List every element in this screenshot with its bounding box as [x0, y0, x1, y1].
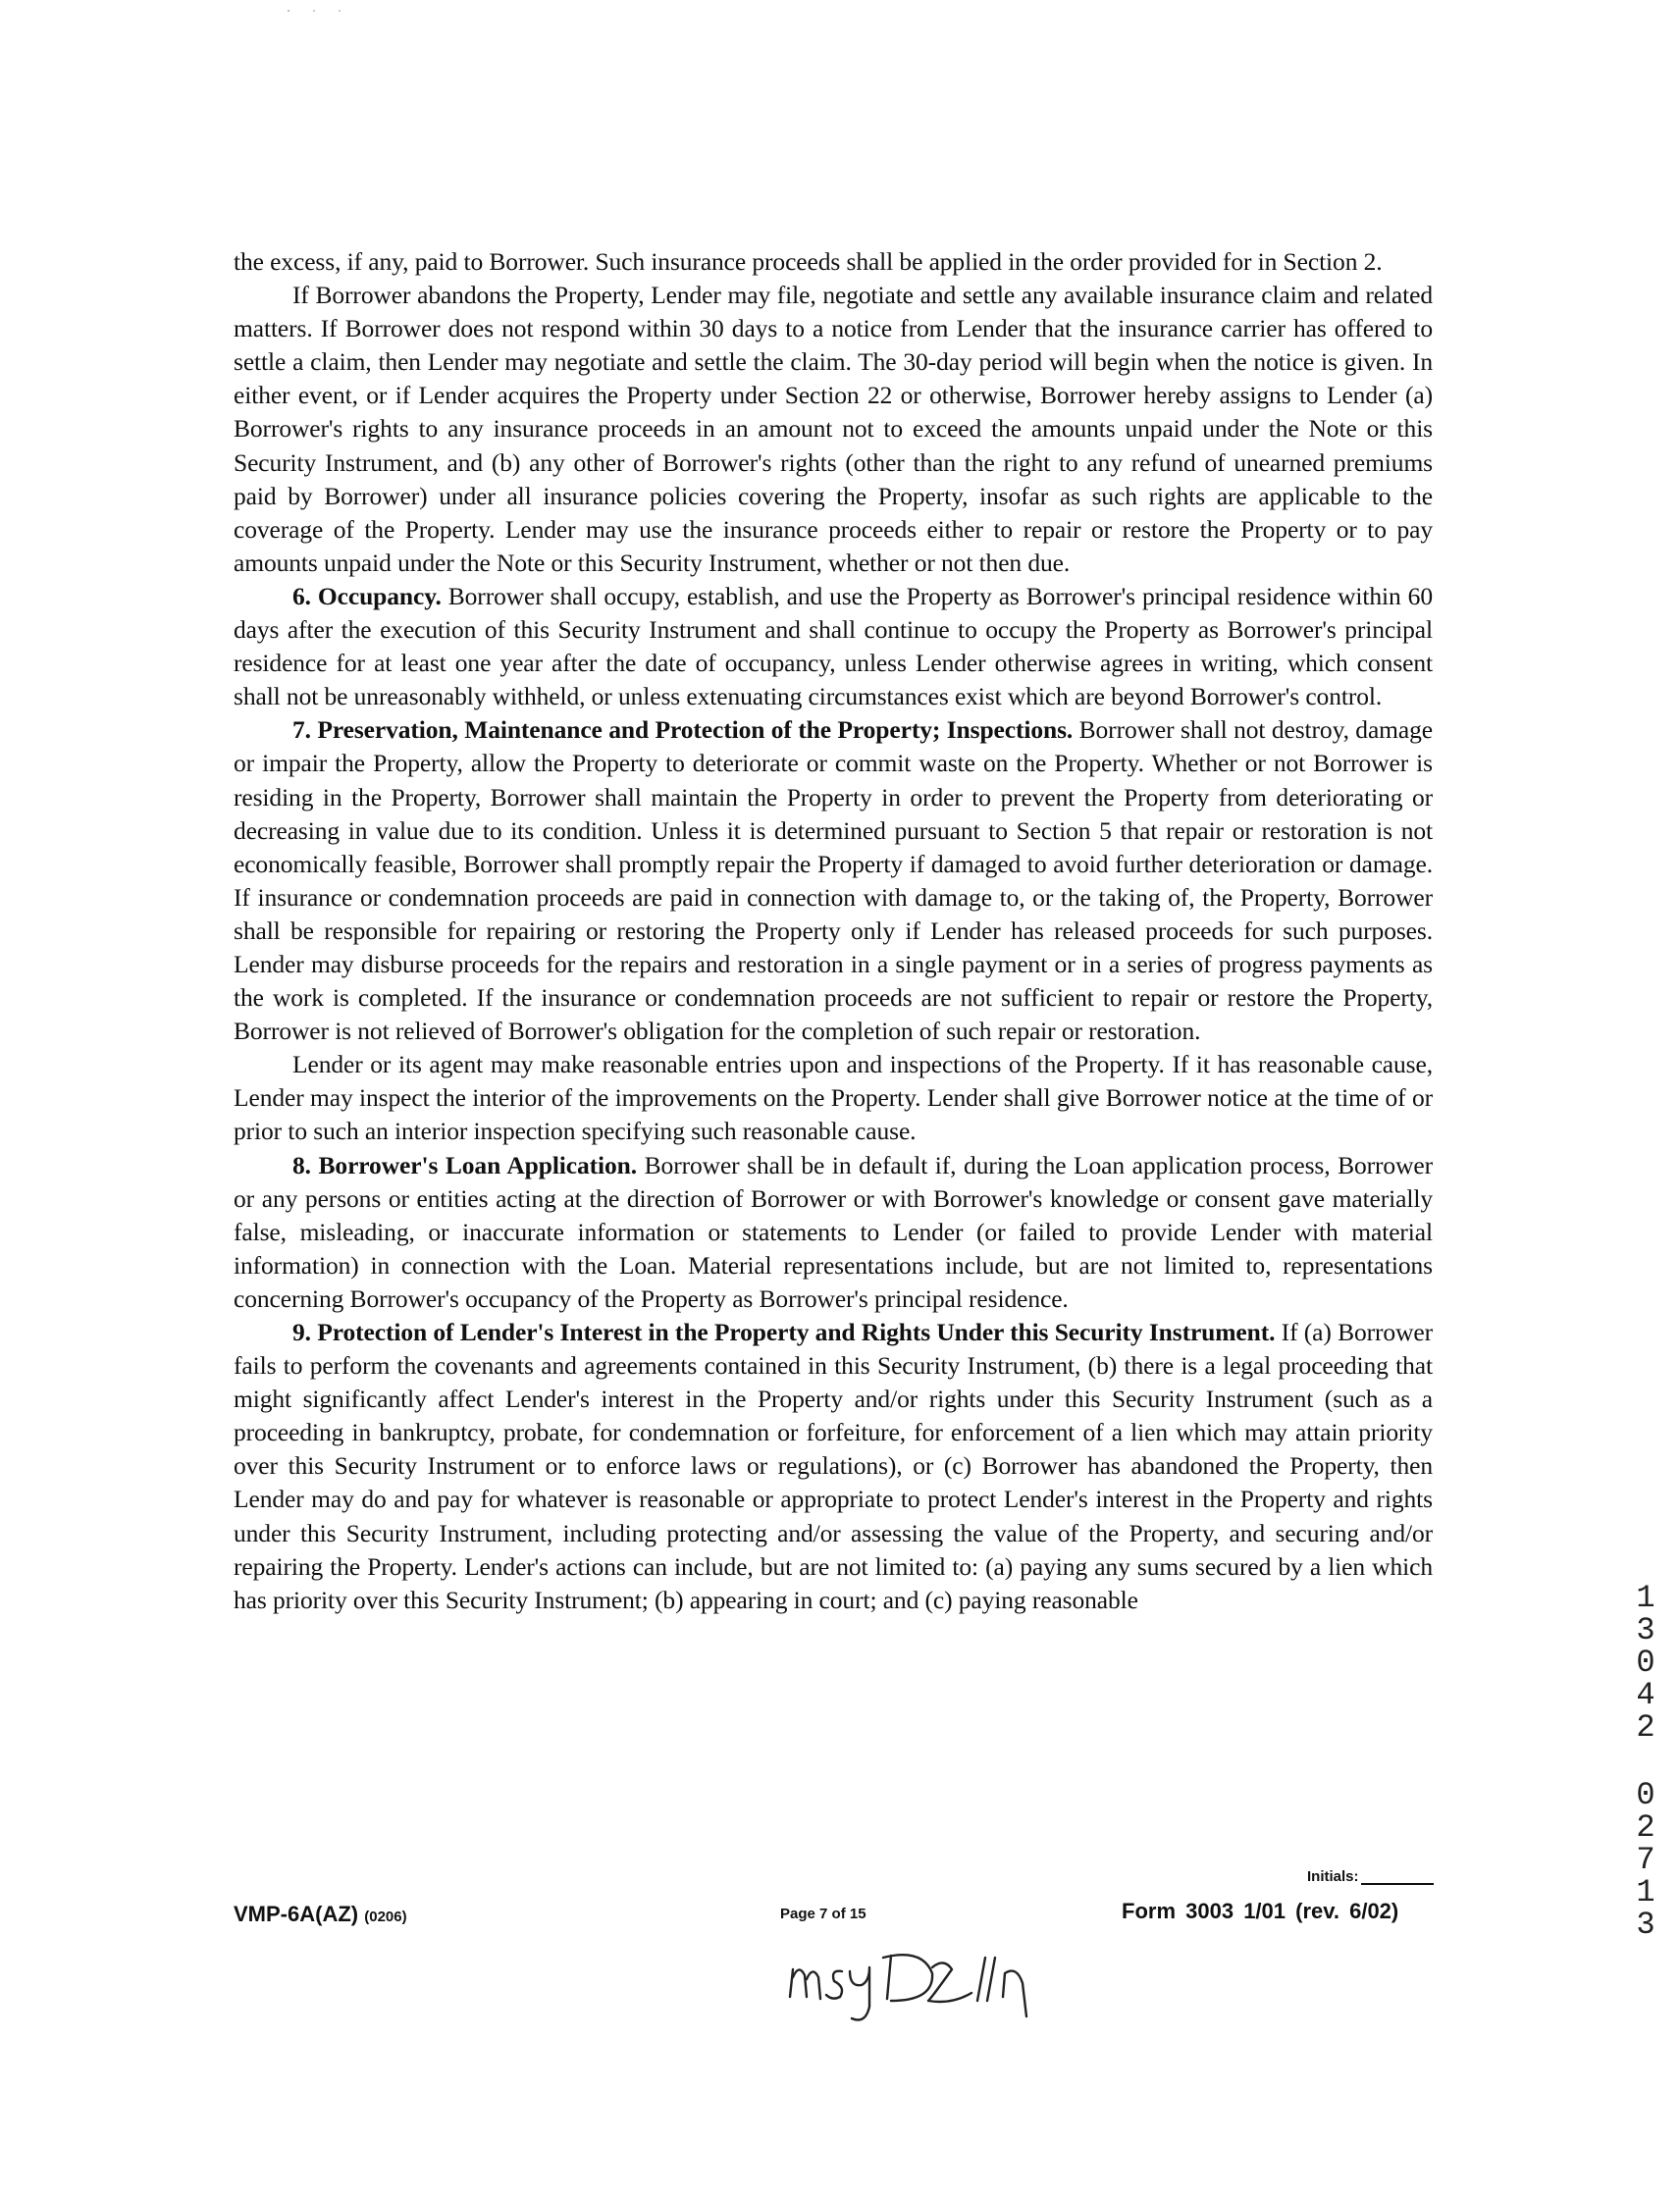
initials-line — [1361, 1883, 1434, 1885]
paragraph-text: If (a) Borrower fails to perform the covenants and agreements contained in this Security Instrument, (b) there is a legal proceeding that might significantly affect Lender's interest in the Property and/or rights under this Security Instrument (such as a proceeding in bankruptcy, probate, for condemnation or forfeiture, for enforcement of a lien which may attain priority over this Security Instrument or to enforce laws or regulations), or (c) Borrower has abandoned the Property, then Lender may do and pay for whatever is reasonable or appropriate to protect Lender's interest in the Property and rights under this Security Instrument, including protecting and/or assessing the value of the Property, and securing and/or repairing the Property. Lender's actions can include, but are not limited to: (a) paying any sums secured by a lien which has priority over this Security Instrument; (b) appearing in court; and (c) paying reasonable — [234, 1318, 1433, 1614]
recording-digit: 1 — [1636, 1874, 1655, 1910]
handwritten-initials — [785, 1928, 1119, 2036]
section-9-protection — [234, 1316, 1433, 1617]
section-8-loan-application — [234, 1149, 1433, 1316]
paragraph-text: Lender or its agent may make reasonable entries upon and inspections of the Property. If it has reasonable cause, Lender may inspect the interior of the improvements on the Property. Lender shall give Borrower notice at the time of or prior to such an interior inspection specifying such reasonable cause. — [234, 1050, 1433, 1146]
section-heading: 6. Occupancy. — [292, 581, 442, 610]
scan-artifact — [285, 8, 363, 14]
paragraph-text: Borrower shall be in default if, during the Loan application process, Borrower or any persons or entities acting at the direction of Borrower or with Borrower's knowledge or consent gave materially false, misleading, or inaccurate information or statements to Lender (or failed to provide Lender with material information) in connection with the Loan. Material representations include, but are not limited to, representations concerning Borrower's occupancy of the Property as Borrower's principal residence. — [234, 1150, 1433, 1313]
footer-form-code — [234, 1902, 407, 1927]
section-7-preservation — [234, 713, 1433, 1048]
paragraph-text: If Borrower abandons the Property, Lender may file, negotiate and settle any available insurance claim and related matters. If Borrower does not respond within 30 days to a notice from Lender that the insurance carrier has offered to settle a claim, then Lender may negotiate and settle the claim. The 30-day period will begin when the notice is given. In either event, or if Lender acquires the Property under Section 22 or otherwise, Borrower hereby assigns to Lender (a) Borrower's rights to any insurance proceeds in an amount not to exceed the amounts unpaid under the Note or this Security Instrument, and (b) any other of Borrower's rights (other than the right to any refund of unearned premiums paid by Borrower) under all insurance policies covering the Property, insofar as such rights are applicable to the coverage of the Property. Lender may use the insurance proceeds either to repair or restore the Property or to pay amounts unpaid under the Note or this Security Instrument, whether or not then due. — [234, 281, 1433, 577]
form-date: 1/01 — [1243, 1899, 1286, 1923]
paragraph-text: Borrower shall not destroy, damage or impair the Property, allow the Property to deteriorate or commit waste on the Property. Whether or not Borrower is residing in the Property, Borrower shall maintain the Property in order to prevent the Property from deteriorating or decreasing in value due to its condition. Unless it is determined pursuant to Section 5 that repair or restoration is not economically feasible, Borrower shall promptly repair the Property if damaged to avoid further deterioration or damage. If insurance or condemnation proceeds are paid in connection with damage to, or the taking of, the Property, Borrower shall be responsible for repairing or restoring the Property only if Lender has released proceeds for such purposes. Lender may disburse proceeds for the repairs and restoration in a single payment or in a series of progress payments as the work is completed. If the insurance or condemnation proceeds are not sufficient to repair or restore the Property, Borrower is not relieved of Borrower's obligation for the completion of such repair or restoration. — [234, 715, 1433, 1046]
recording-digit: 3 — [1636, 1612, 1655, 1648]
section-heading: 9. Protection of Lender's Interest in the Property and Rights Under this Security Instrument. — [292, 1318, 1276, 1346]
page-number: Page 7 of 15 — [780, 1906, 866, 1922]
initials-field — [1307, 1868, 1434, 1885]
recording-digit: 3 — [1636, 1907, 1655, 1943]
paragraph-continuation — [234, 245, 1433, 279]
form-number: Form 3003 — [1122, 1899, 1234, 1923]
form-code-suffix: (0206) — [364, 1909, 407, 1925]
footer-form-number — [1122, 1899, 1398, 1924]
recording-gap — [1631, 1744, 1660, 1779]
initials-label: Initials: — [1307, 1868, 1359, 1885]
paragraph-text: the excess, if any, paid to Borrower. Such insurance proceeds shall be applied in the order provided for in Section 2. — [234, 247, 1383, 276]
recording-number — [1631, 1582, 1660, 1941]
recording-digit: 2 — [1636, 1709, 1655, 1746]
recording-digit: 1 — [1636, 1580, 1655, 1616]
section-heading: 8. Borrower's Loan Application. — [292, 1150, 638, 1179]
paragraph-inspections — [234, 1048, 1433, 1148]
recording-digit: 2 — [1636, 1809, 1655, 1846]
form-revision: (rev. 6/02) — [1295, 1899, 1399, 1923]
section-heading: 7. Preservation, Maintenance and Protection of the Property; Inspections. — [292, 715, 1074, 745]
recording-digit: 0 — [1636, 1777, 1655, 1813]
paragraph-abandonment — [234, 279, 1433, 580]
recording-digit: 0 — [1636, 1645, 1655, 1681]
document-body — [234, 245, 1433, 1617]
recording-digit: 4 — [1636, 1677, 1655, 1713]
recording-digit: 7 — [1636, 1842, 1655, 1878]
section-6-occupancy — [234, 580, 1433, 713]
paragraph-text: Borrower shall occupy, establish, and use the Property as Borrower's principal residence within 60 days after the execution of this Security Instrument and shall continue to occupy the Property as Borrower's principal residence for at least one year after the date of occupancy, unless Lender otherwise agrees in writing, which consent shall not be unreasonably withheld, or unless extenuating circumstances exist which are beyond Borrower's control. — [234, 581, 1433, 711]
form-code: VMP-6A(AZ) — [234, 1902, 359, 1926]
